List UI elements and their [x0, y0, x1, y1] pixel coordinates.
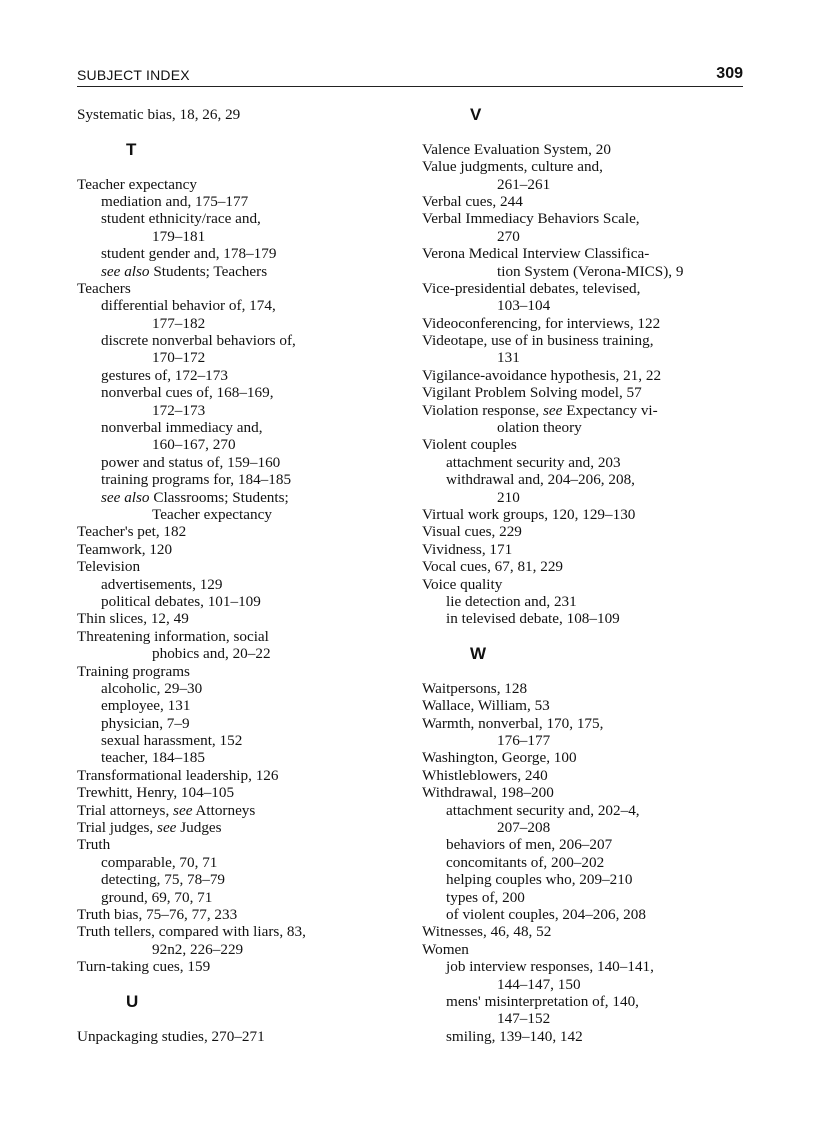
index-entry: Threatening information, social — [77, 627, 269, 645]
index-entry: Witnesses, 46, 48, 52 — [422, 923, 552, 941]
index-subentry: in televised debate, 108–109 — [446, 610, 620, 628]
index-subentry: gestures of, 172–173 — [101, 366, 228, 384]
index-column-left — [77, 106, 407, 1045]
index-continuation: 207–208 — [497, 819, 551, 837]
index-entry: Violation response, see Expectancy vi- — [422, 401, 658, 419]
index-subentry: attachment security and, 202–4, — [446, 801, 640, 819]
index-subentry: teacher, 184–185 — [101, 749, 205, 767]
index-continuation: 177–182 — [152, 314, 206, 332]
index-entry: Virtual work groups, 120, 129–130 — [422, 505, 636, 523]
index-entry: Videotape, use of in business training, — [422, 332, 654, 350]
index-entry: Visual cues, 229 — [422, 523, 522, 541]
index-subentry: student ethnicity/race and, — [101, 210, 261, 228]
index-continuation: 103–104 — [497, 297, 551, 315]
index-entry: Truth tellers, compared with liars, 83, — [77, 923, 306, 941]
index-column-right — [422, 106, 752, 1045]
index-entry: Teacher expectancy — [77, 175, 197, 193]
index-subentry: ground, 69, 70, 71 — [101, 888, 213, 906]
index-entry: Valence Evaluation System, 20 — [422, 140, 611, 158]
index-subentry: mens' misinterpretation of, 140, — [446, 992, 639, 1010]
index-subentry: alcoholic, 29–30 — [101, 679, 203, 697]
index-entry: Withdrawal, 198–200 — [422, 784, 554, 802]
index-continuation: tion System (Verona-MICS), 9 — [497, 262, 684, 280]
index-subentry: detecting, 75, 78–79 — [101, 871, 226, 889]
index-entry: Truth — [77, 836, 111, 854]
spacer — [422, 628, 752, 645]
spacer — [422, 663, 752, 680]
index-subentry: job interview responses, 140–141, — [446, 958, 654, 976]
index-subentry: mediation and, 175–177 — [101, 192, 249, 210]
index-continuation: 270 — [497, 227, 520, 245]
section-letter: W — [470, 644, 487, 664]
index-subentry: see also Classrooms; Students; — [101, 488, 289, 506]
section-letter: T — [126, 139, 137, 159]
index-entry: Value judgments, culture and, — [422, 158, 603, 176]
index-entry: Teachers — [77, 279, 131, 297]
index-entry: Unpackaging studies, 270–271 — [77, 1027, 265, 1045]
index-subentry: employee, 131 — [101, 697, 191, 715]
index-continuation: 172–173 — [152, 401, 206, 419]
index-entry: Teamwork, 120 — [77, 540, 173, 558]
index-entry: Trial judges, see Judges — [77, 819, 222, 837]
section-letter: U — [126, 991, 139, 1011]
index-entry: Violent couples — [422, 436, 517, 454]
index-entry: Vigilance-avoidance hypothesis, 21, 22 — [422, 366, 662, 384]
index-entry: Teacher's pet, 182 — [77, 523, 187, 541]
index-continuation: phobics and, 20–22 — [152, 645, 271, 663]
index-subentry: student gender and, 178–179 — [101, 245, 277, 263]
page-number: 309 — [716, 65, 743, 82]
index-entry: Systematic bias, 18, 26, 29 — [77, 106, 241, 123]
spacer — [77, 1010, 407, 1027]
index-entry: Training programs — [77, 662, 190, 680]
index-entry: Voice quality — [422, 575, 503, 593]
index-continuation: 160–167, 270 — [152, 436, 236, 454]
index-continuation: 144–147, 150 — [497, 975, 581, 993]
index-continuation: 179–181 — [152, 227, 206, 245]
index-continuation: Teacher expectancy — [152, 505, 272, 523]
index-subentry: lie detection and, 231 — [446, 592, 577, 610]
index-subentry: training programs for, 184–185 — [101, 471, 292, 489]
index-continuation: 170–172 — [152, 349, 206, 367]
index-entry: Truth bias, 75–76, 77, 233 — [77, 905, 238, 923]
index-continuation: 210 — [497, 488, 520, 506]
index-entry: Transformational leadership, 126 — [77, 766, 279, 784]
index-entry: Waitpersons, 128 — [422, 679, 528, 697]
index-entry: Videoconferencing, for interviews, 122 — [422, 314, 661, 332]
index-subentry: see also Students; Teachers — [101, 262, 268, 280]
index-subentry: discrete nonverbal behaviors of, — [101, 332, 296, 350]
section-letter: V — [470, 105, 482, 124]
index-entry: Verbal Immediacy Behaviors Scale, — [422, 210, 640, 228]
index-entry: Women — [422, 940, 469, 958]
index-entry: Trewhitt, Henry, 104–105 — [77, 784, 235, 802]
index-entry: Television — [77, 558, 141, 576]
index-entry: Verbal cues, 244 — [422, 192, 523, 210]
spacer — [77, 976, 407, 993]
index-subentry: advertisements, 129 — [101, 575, 223, 593]
index-continuation: 261–261 — [497, 175, 551, 193]
index-subentry: political debates, 101–109 — [101, 592, 261, 610]
spacer — [422, 123, 752, 140]
index-entry: Vividness, 171 — [422, 540, 513, 558]
running-header — [77, 64, 743, 87]
index-entry: Turn-taking cues, 159 — [77, 958, 211, 976]
index-subentry: physician, 7–9 — [101, 714, 190, 732]
index-subentry: differential behavior of, 174, — [101, 297, 276, 315]
index-entry: Vocal cues, 67, 81, 229 — [422, 558, 564, 576]
running-title: SUBJECT INDEX — [77, 67, 190, 83]
index-subentry: behaviors of men, 206–207 — [446, 836, 613, 854]
index-continuation: 92n2, 226–229 — [152, 940, 244, 958]
index-subentry: comparable, 70, 71 — [101, 853, 218, 871]
spacer — [77, 123, 407, 140]
index-subentry: types of, 200 — [446, 888, 525, 906]
index-subentry: nonverbal cues of, 168–169, — [101, 384, 274, 402]
index-entry: Whistleblowers, 240 — [422, 766, 548, 784]
index-subentry: smiling, 139–140, 142 — [446, 1027, 583, 1045]
index-entry: Vice-presidential debates, televised, — [422, 279, 641, 297]
index-continuation: olation theory — [497, 419, 582, 437]
index-subentry: withdrawal and, 204–206, 208, — [446, 471, 635, 489]
index-subentry: sexual harassment, 152 — [101, 732, 243, 750]
index-entry: Warmth, nonverbal, 170, 175, — [422, 714, 604, 732]
index-continuation: 131 — [497, 349, 520, 367]
index-entry: Washington, George, 100 — [422, 749, 577, 767]
index-subentry: helping couples who, 209–210 — [446, 871, 633, 889]
index-subentry: power and status of, 159–160 — [101, 453, 281, 471]
index-continuation: 147–152 — [497, 1010, 551, 1028]
spacer — [77, 158, 407, 175]
index-subentry: concomitants of, 200–202 — [446, 853, 605, 871]
index-entry: Wallace, William, 53 — [422, 697, 550, 715]
index-entry: Trial attorneys, see Attorneys — [77, 801, 256, 819]
index-continuation: 176–177 — [497, 732, 551, 750]
index-subentry: nonverbal immediacy and, — [101, 419, 263, 437]
index-entry: Vigilant Problem Solving model, 57 — [422, 384, 642, 402]
index-entry: Verona Medical Interview Classifica- — [422, 245, 650, 263]
index-subentry: attachment security and, 203 — [446, 453, 621, 471]
index-subentry: of violent couples, 204–206, 208 — [446, 905, 646, 923]
index-entry: Thin slices, 12, 49 — [77, 610, 189, 628]
